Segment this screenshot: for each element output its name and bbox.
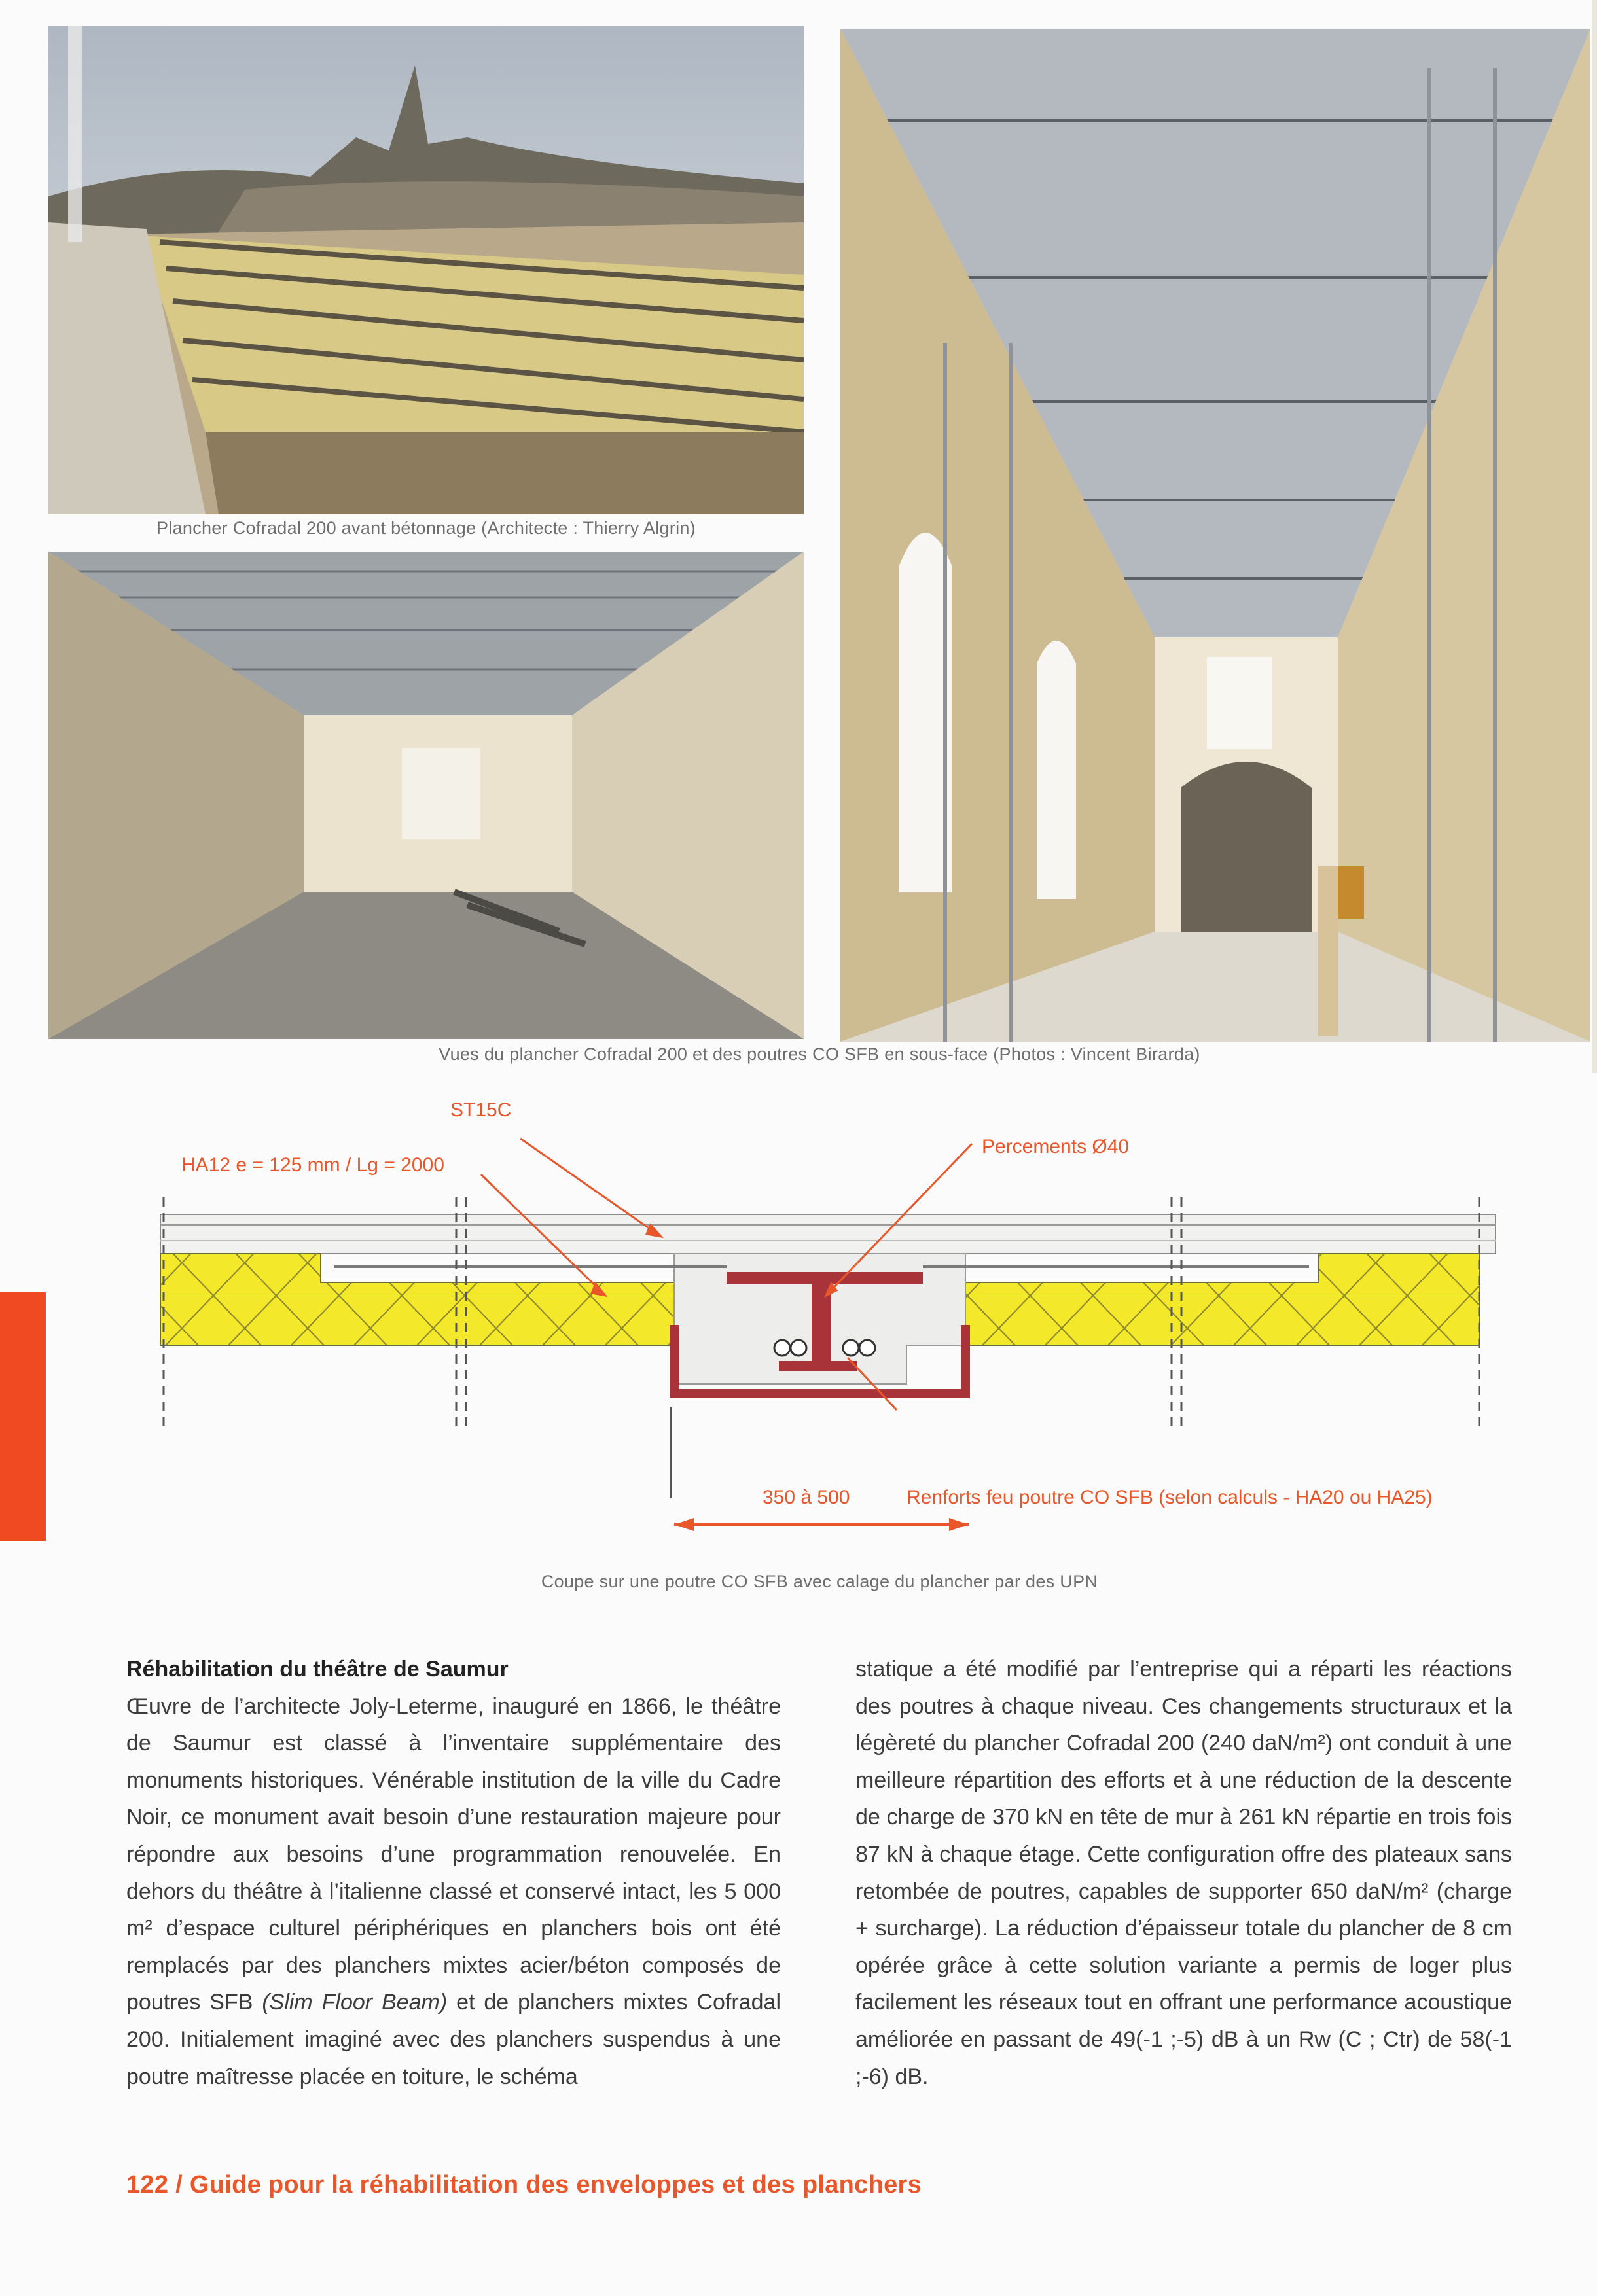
photo-caption-before-concreting: Plancher Cofradal 200 avant bétonnage (Architecte : Thierry Algrin) bbox=[156, 518, 696, 538]
diagram-label-st15c: ST15C bbox=[450, 1099, 512, 1121]
diagram-label-renforts: Renforts feu poutre CO SFB (selon calculs - HA20 ou HA25) bbox=[906, 1487, 1433, 1508]
article-right-text: statique a été modifié par l’entreprise qui a réparti les réactions des poutres à chaque niveau. Ces changements structuraux et la légèreté du plancher Cofradal 200 (240 daN/m²) ont conduit à une meilleure répartition des efforts et à une réduction de la descente de charge de 370 kN en tête de mur à 261 kN répartie en trois fois 87 kN à chaque étage. Cette configuration offre des plateaux sans retombée de poutres, capables de supporter 650 daN/m² (charge + surcharge). La réduction d’épaisseur totale du plancher de 8 cm opérée grâce à cette solution variante a permis de loger plus facilement les réseaux tout en offrant une performance acoustique améliorée en passant de 49(-1 ;-5) dB à un Rw (C ; Ctr) de 58(-1 ;-6) dB. bbox=[855, 1657, 1512, 2089]
diagram-label-percements: Percements Ø40 bbox=[982, 1136, 1130, 1157]
article-left-text-italic: (Slim Floor Beam) bbox=[262, 1990, 448, 2015]
article-right-column bbox=[855, 1651, 1512, 2095]
page-edge-strip bbox=[1592, 0, 1597, 1073]
article-left-column bbox=[126, 1651, 781, 2095]
diagram-label-span: 350 à 500 bbox=[763, 1487, 850, 1508]
footer-title: Guide pour la réhabilitation des enveloppes et des planchers bbox=[189, 2171, 922, 2199]
footer-separator: / bbox=[168, 2171, 190, 2199]
article-left-text bbox=[126, 1688, 781, 2096]
photo-interior-underside bbox=[48, 552, 804, 1039]
photo-hall-scaffolding bbox=[840, 29, 1590, 1042]
diagram-caption: Coupe sur une poutre CO SFB avec calage du plancher par des UPN bbox=[541, 1572, 1098, 1591]
photo-caption-views: Vues du plancher Cofradal 200 et des poutres CO SFB en sous-face (Photos : Vincent Birarda) bbox=[439, 1044, 1200, 1064]
side-accent-bar bbox=[0, 1292, 46, 1541]
article-heading: Réhabilitation du théâtre de Saumur bbox=[126, 1657, 509, 1682]
article-left-text-b: et de planchers mixtes Cofradal 200. Initialement imaginé avec des planchers suspendus à une poutre maîtresse placée en toiture, le schéma bbox=[126, 1990, 781, 2089]
article-left-text-a: Œuvre de l’architecte Joly-Leterme, inauguré en 1866, le théâtre de Saumur est classé à l’inventaire supplémentaire des monuments historiques. Vénérable institution de la ville du Cadre Noir, ce monument avait besoin d’une restauration majeure pour répondre aux besoins d’une programmation renouvelée. En dehors du théâtre à l’italienne classé et conservé intact, les 5 000 m² d’espace culturel périphériques en planchers bois ont été remplacés par des planchers mixtes acier/béton composés de poutres SFB bbox=[126, 1693, 781, 2015]
photo-floor-before-concreting bbox=[48, 26, 804, 514]
page-number: 122 bbox=[126, 2171, 169, 2199]
diagram-cross-section bbox=[151, 1099, 1505, 1544]
page-footer bbox=[126, 2171, 922, 2199]
diagram-label-ha12: HA12 e = 125 mm / Lg = 2000 bbox=[181, 1154, 444, 1176]
